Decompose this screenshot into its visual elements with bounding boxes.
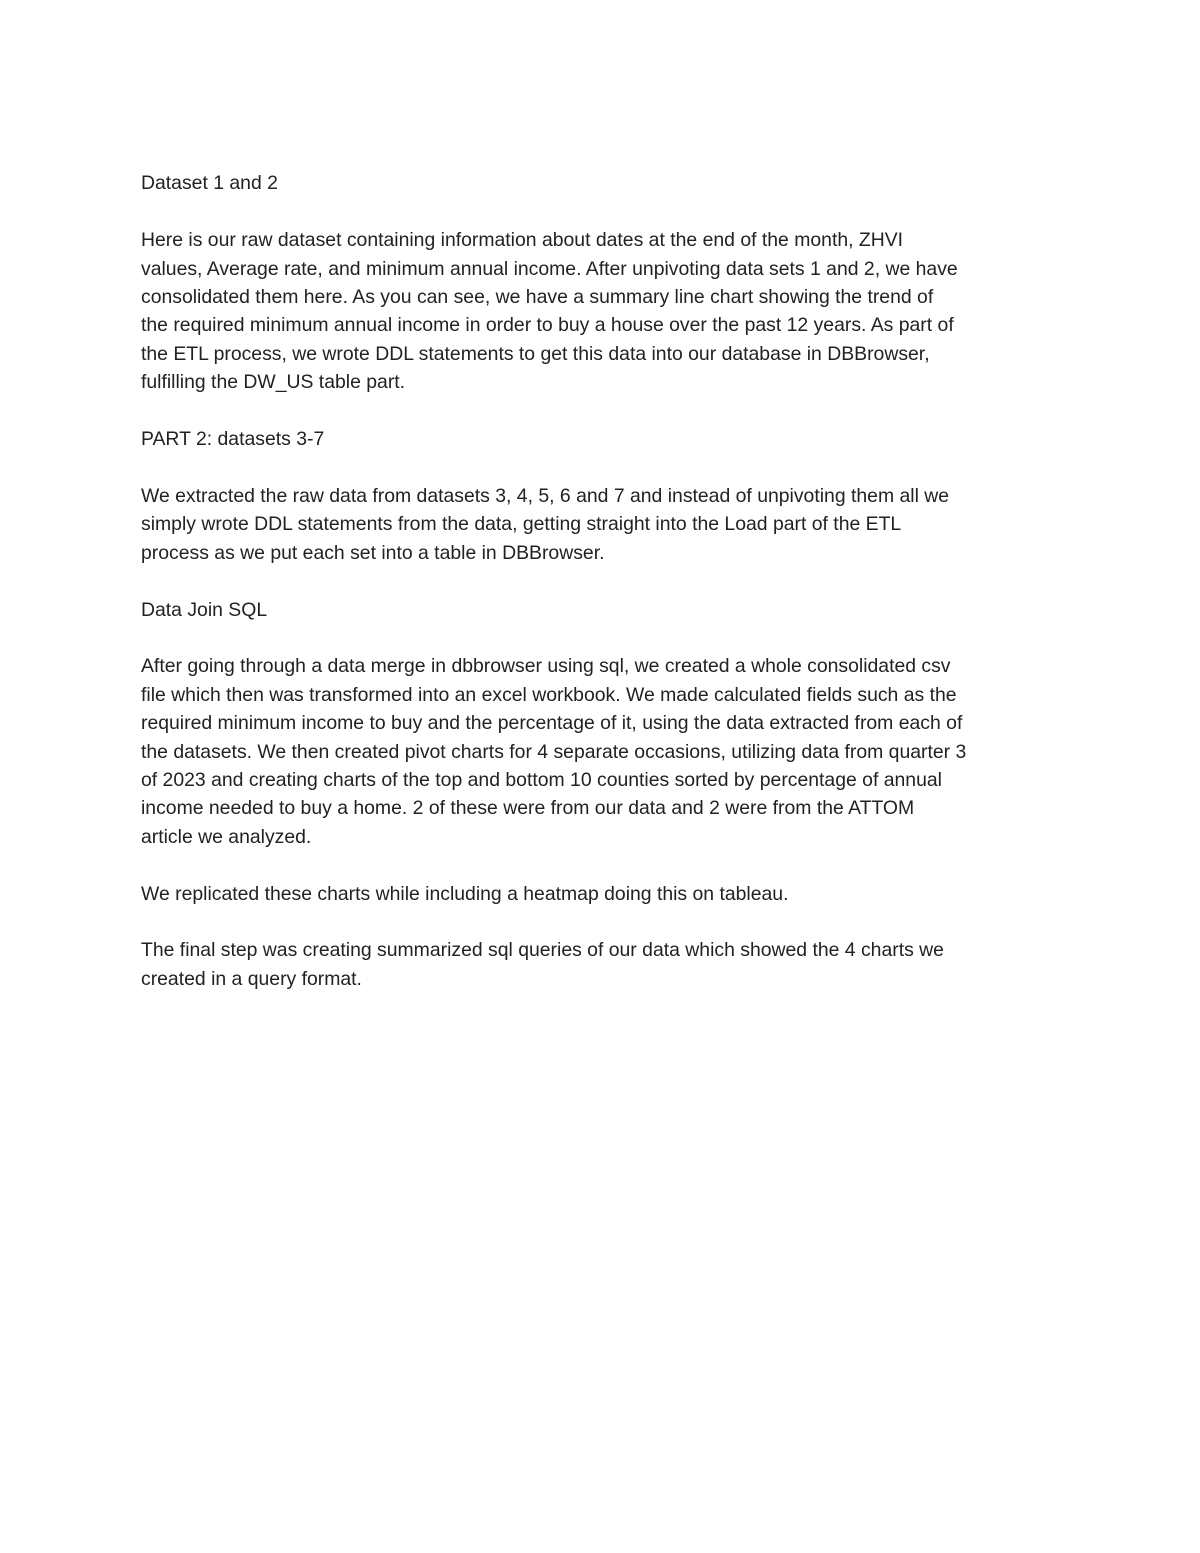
heading-part-2: PART 2: datasets 3-7 [141,428,325,451]
heading-data-join-sql: Data Join SQL [141,598,268,621]
heading-dataset-1-and-2: Dataset 1 and 2 [141,172,278,195]
document-body [141,141,1071,1022]
paragraph-data-join-sql: After going through a data merge in dbbrowser using sql, we created a whole consolidated csv file which then was transformed into an excel workbook. We made calculated fields such as the required minimum income to buy and the percentage of it, using the data extracted from each of the datasets. We then created pivot charts for 4 separate occasions, utilizing data from quarter 3 of 2023 and creating charts of the top and bottom 10 counties sorted by percentage of annual income needed to buy a home. 2 of these were from our data and 2 were from the ATTOM article we analyzed. [141,655,967,848]
paragraph-dataset-1-and-2: Here is our raw dataset containing information about dates at the end of the month, ZHVI values, Average rate, and minimum annual income. After unpivoting data sets 1 and 2, we have consolidated them here. As you can see, we have a summary line chart showing the trend of the required minimum annual income in order to buy a house over the past 12 years. As part of the ETL process, we wrote DDL statements to get this data into our database in DBBrowser, fulfilling the DW_US table part. [141,229,958,394]
paragraph-tableau: We replicated these charts while including a heatmap doing this on tableau. [141,882,789,905]
paragraph-part-2: We extracted the raw data from datasets 3, 4, 5, 6 and 7 and instead of unpivoting them all we simply wrote DDL statements from the data, getting straight into the Load part of the ETL process as we put each set into a table in DBBrowser. [141,484,950,564]
paragraph-final-step: The final step was creating summarized sql queries of our data which showed the 4 charts we created in a query format. [141,939,944,990]
